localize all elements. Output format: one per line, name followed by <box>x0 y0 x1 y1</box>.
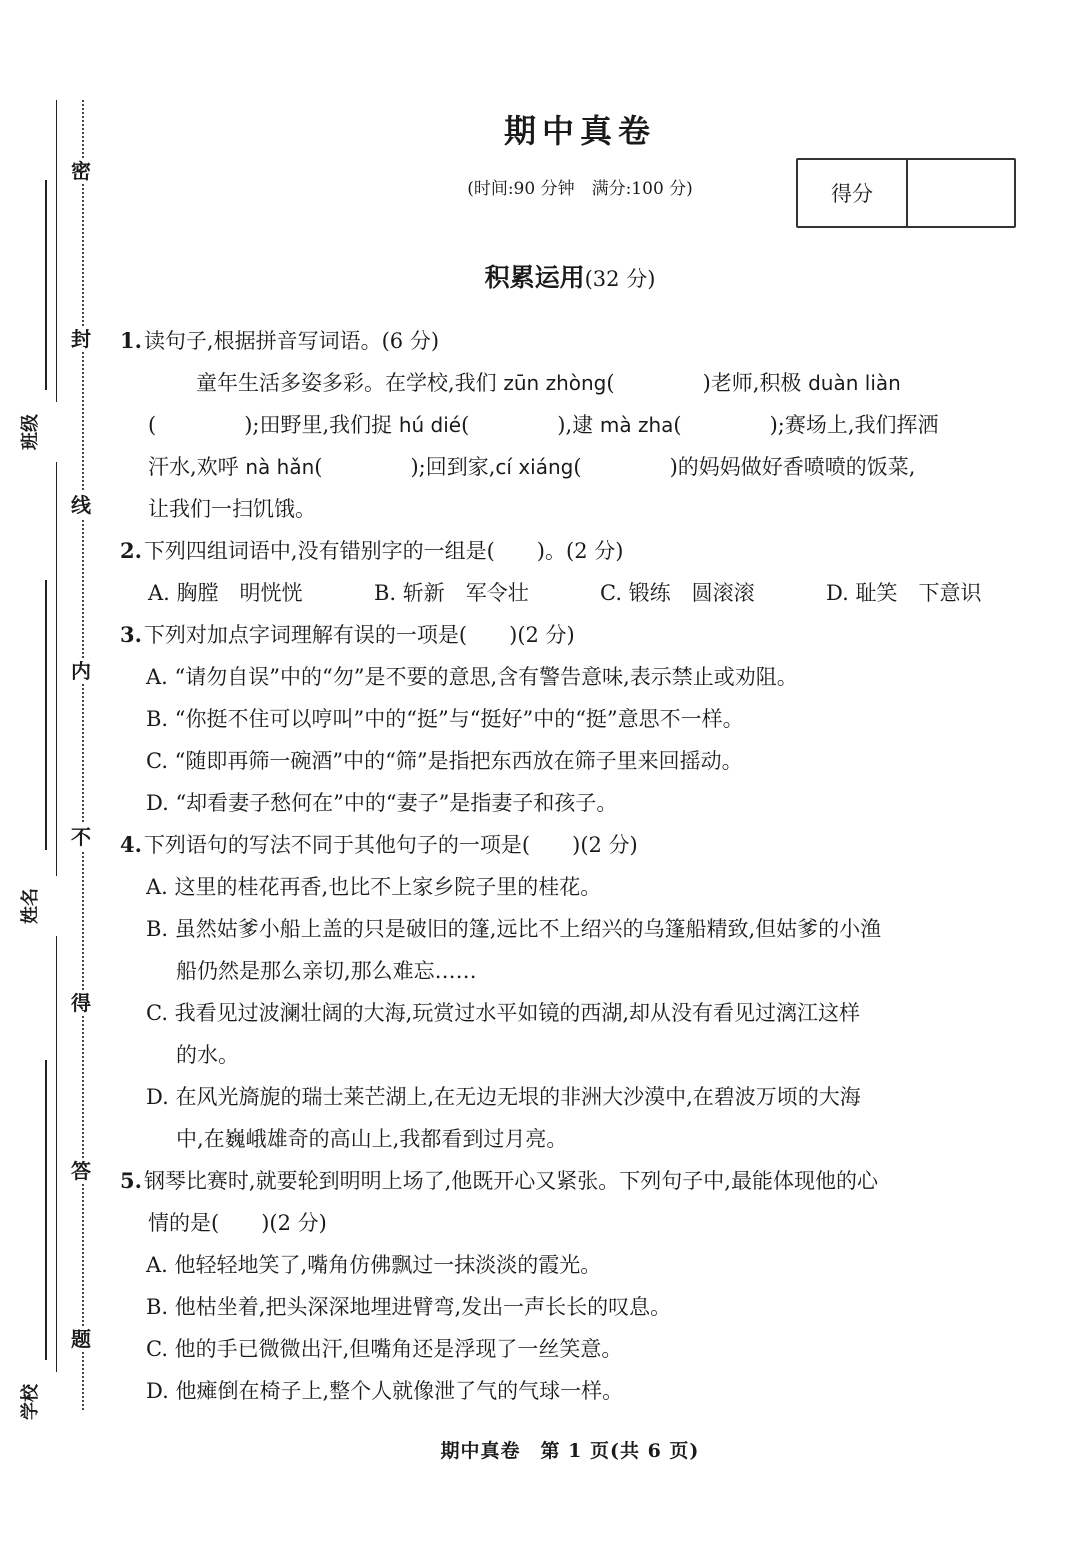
name-field-label: 姓名 <box>16 876 76 936</box>
q2-option-d[interactable]: D. 耻笑 下意识 <box>826 581 982 605</box>
q2-number: 2. <box>120 538 142 563</box>
q1-line-1 <box>196 368 901 398</box>
pinyin-hudie: hú dié <box>398 413 462 437</box>
seal-char-de: 得 <box>66 990 96 1016</box>
paren-open: ( <box>314 455 323 479</box>
school-field-label: 学校 <box>16 1372 76 1432</box>
q4-option-b-line2[interactable]: 船仍然是那么亲切,那么难忘…… <box>176 959 477 983</box>
paren-open: ( <box>148 413 157 437</box>
score-box <box>796 158 1016 228</box>
q3-option-a[interactable]: A. “请勿自误”中的“勿”是不要的意思,含有警告意味,表示禁止或劝阻。 <box>146 665 798 689</box>
q1-text: )老师,积极 <box>702 371 809 395</box>
paren-open: ( <box>606 371 615 395</box>
q3-number: 3. <box>120 622 142 647</box>
q4-option-d-line2[interactable]: 中,在巍峨雄奇的高山上,我都看到过月亮。 <box>176 1127 568 1151</box>
q3-stem: 下列对加点字词理解有误的一项是( )(2 分) <box>143 623 575 647</box>
q2-stem: 下列四组词语中,没有错别字的一组是( )。(2 分) <box>143 539 624 563</box>
q5-number: 5. <box>120 1168 142 1193</box>
score-label: 得分 <box>798 160 908 226</box>
section-heading <box>0 258 1080 294</box>
q1-text: 汗水,欢呼 <box>148 455 246 479</box>
q5-stem-line2: 情的是( )(2 分) <box>148 1211 327 1235</box>
seal-char-xian: 线 <box>66 492 96 518</box>
school-field-line <box>45 1060 47 1360</box>
q1-text: );赛场上,我们挥洒 <box>769 413 939 437</box>
q3-option-c[interactable]: C. “随即再筛一碗酒”中的“筛”是指把东西放在筛子里来回摇动。 <box>146 749 743 773</box>
q3-option-d[interactable]: D. “却看妻子愁何在”中的“妻子”是指妻子和孩子。 <box>146 791 618 815</box>
q4-stem-line <box>120 830 638 860</box>
q1-text: ),逮 <box>557 413 600 437</box>
q1-line-3 <box>148 452 915 482</box>
pinyin-zunzhong: zūn zhòng <box>503 371 607 395</box>
q4-option-d-line1[interactable]: D. 在风光旖旎的瑞士莱芒湖上,在无边无垠的非洲大沙漠中,在碧波万顷的大海 <box>146 1085 861 1109</box>
q5-option-b[interactable]: B. 他枯坐着,把头深深地埋进臂弯,发出一声长长的叹息。 <box>146 1295 672 1319</box>
pinyin-mazha: mà zha <box>599 413 674 437</box>
q2-options <box>148 578 981 608</box>
q5-stem: 钢琴比赛时,就要轮到明明上场了,他既开心又紧张。下列句子中,最能体现他的心 <box>143 1169 878 1193</box>
binding-solid-line <box>56 100 57 1410</box>
q5-option-c[interactable]: C. 他的手已微微出汗,但嘴角还是浮现了一丝笑意。 <box>146 1337 623 1361</box>
q4-option-c-line1[interactable]: C. 我看见过波澜壮阔的大海,玩赏过水平如镜的西湖,却从没有看见过漓江这样 <box>146 1001 861 1025</box>
q1-number: 1. <box>120 328 142 353</box>
page-title: 期中真卷 <box>503 112 656 150</box>
q4-option-a[interactable]: A. 这里的桂花再香,也比不上家乡院子里的桂花。 <box>146 875 602 899</box>
seal-char-mi: 密 <box>66 158 96 184</box>
q2-option-a[interactable]: A. 胸膛 明恍恍 <box>148 581 303 605</box>
exam-time-info: (时间:90 分钟 满分:100 分) <box>467 179 693 199</box>
name-field-line <box>45 580 47 850</box>
q1-text: )的妈妈做好香喷喷的饭菜, <box>669 455 916 479</box>
q1-text: );回到家, <box>410 455 496 479</box>
seal-char-da: 答 <box>66 1158 96 1184</box>
section-title: 积累运用 <box>484 263 585 292</box>
seal-char-nei: 内 <box>66 658 96 684</box>
pinyin-duanlian: duàn liàn <box>808 371 901 395</box>
q5-stem-line1 <box>120 1166 878 1196</box>
q1-text: );田野里,我们捉 <box>244 413 399 437</box>
paren-open: ( <box>673 413 682 437</box>
q5-option-d[interactable]: D. 他瘫倒在椅子上,整个人就像泄了气的气球一样。 <box>146 1379 624 1403</box>
pinyin-nahan: nà hǎn <box>245 455 315 479</box>
q3-stem-line <box>120 620 575 650</box>
q3-option-b[interactable]: B. “你挺不住可以哼叫”中的“挺”与“挺好”中的“挺”意思不一样。 <box>146 707 744 731</box>
seal-char-feng: 封 <box>66 326 96 352</box>
seal-char-ti: 题 <box>66 1326 96 1352</box>
q4-number: 4. <box>120 832 142 857</box>
q1-line-2 <box>148 410 939 440</box>
score-input-area[interactable] <box>908 160 1014 226</box>
q4-option-b-line1[interactable]: B. 虽然姑爹小船上盖的只是破旧的篷,远比不上绍兴的乌篷船精致,但姑爹的小渔 <box>146 917 882 941</box>
q4-stem: 下列语句的写法不同于其他句子的一项是( )(2 分) <box>143 833 638 857</box>
q1-stem-line <box>120 326 439 356</box>
page-footer: 期中真卷 第 1 页(共 6 页) <box>440 1440 700 1462</box>
paren-open: ( <box>461 413 470 437</box>
paren-open: ( <box>573 455 582 479</box>
q2-option-c[interactable]: C. 锻练 圆滚滚 <box>600 581 755 605</box>
q2-stem-line <box>120 536 623 566</box>
q1-line-4: 让我们一扫饥饿。 <box>148 497 316 521</box>
q1-stem: 读句子,根据拼音写词语。(6 分) <box>143 329 440 353</box>
class-field-label: 班级 <box>16 402 76 462</box>
q5-option-a[interactable]: A. 他轻轻地笑了,嘴角仿佛飘过一抹淡淡的霞光。 <box>146 1253 602 1277</box>
pinyin-cixiang: cí xiáng <box>495 455 574 479</box>
seal-char-bu: 不 <box>66 824 96 850</box>
q4-option-c-line2[interactable]: 的水。 <box>176 1043 239 1067</box>
q2-option-b[interactable]: B. 斩新 军令壮 <box>374 581 529 605</box>
binding-dotted-line <box>82 100 84 1410</box>
section-points: (32 分) <box>584 267 656 291</box>
q1-text: 童年生活多姿多彩。在学校,我们 <box>196 371 504 395</box>
